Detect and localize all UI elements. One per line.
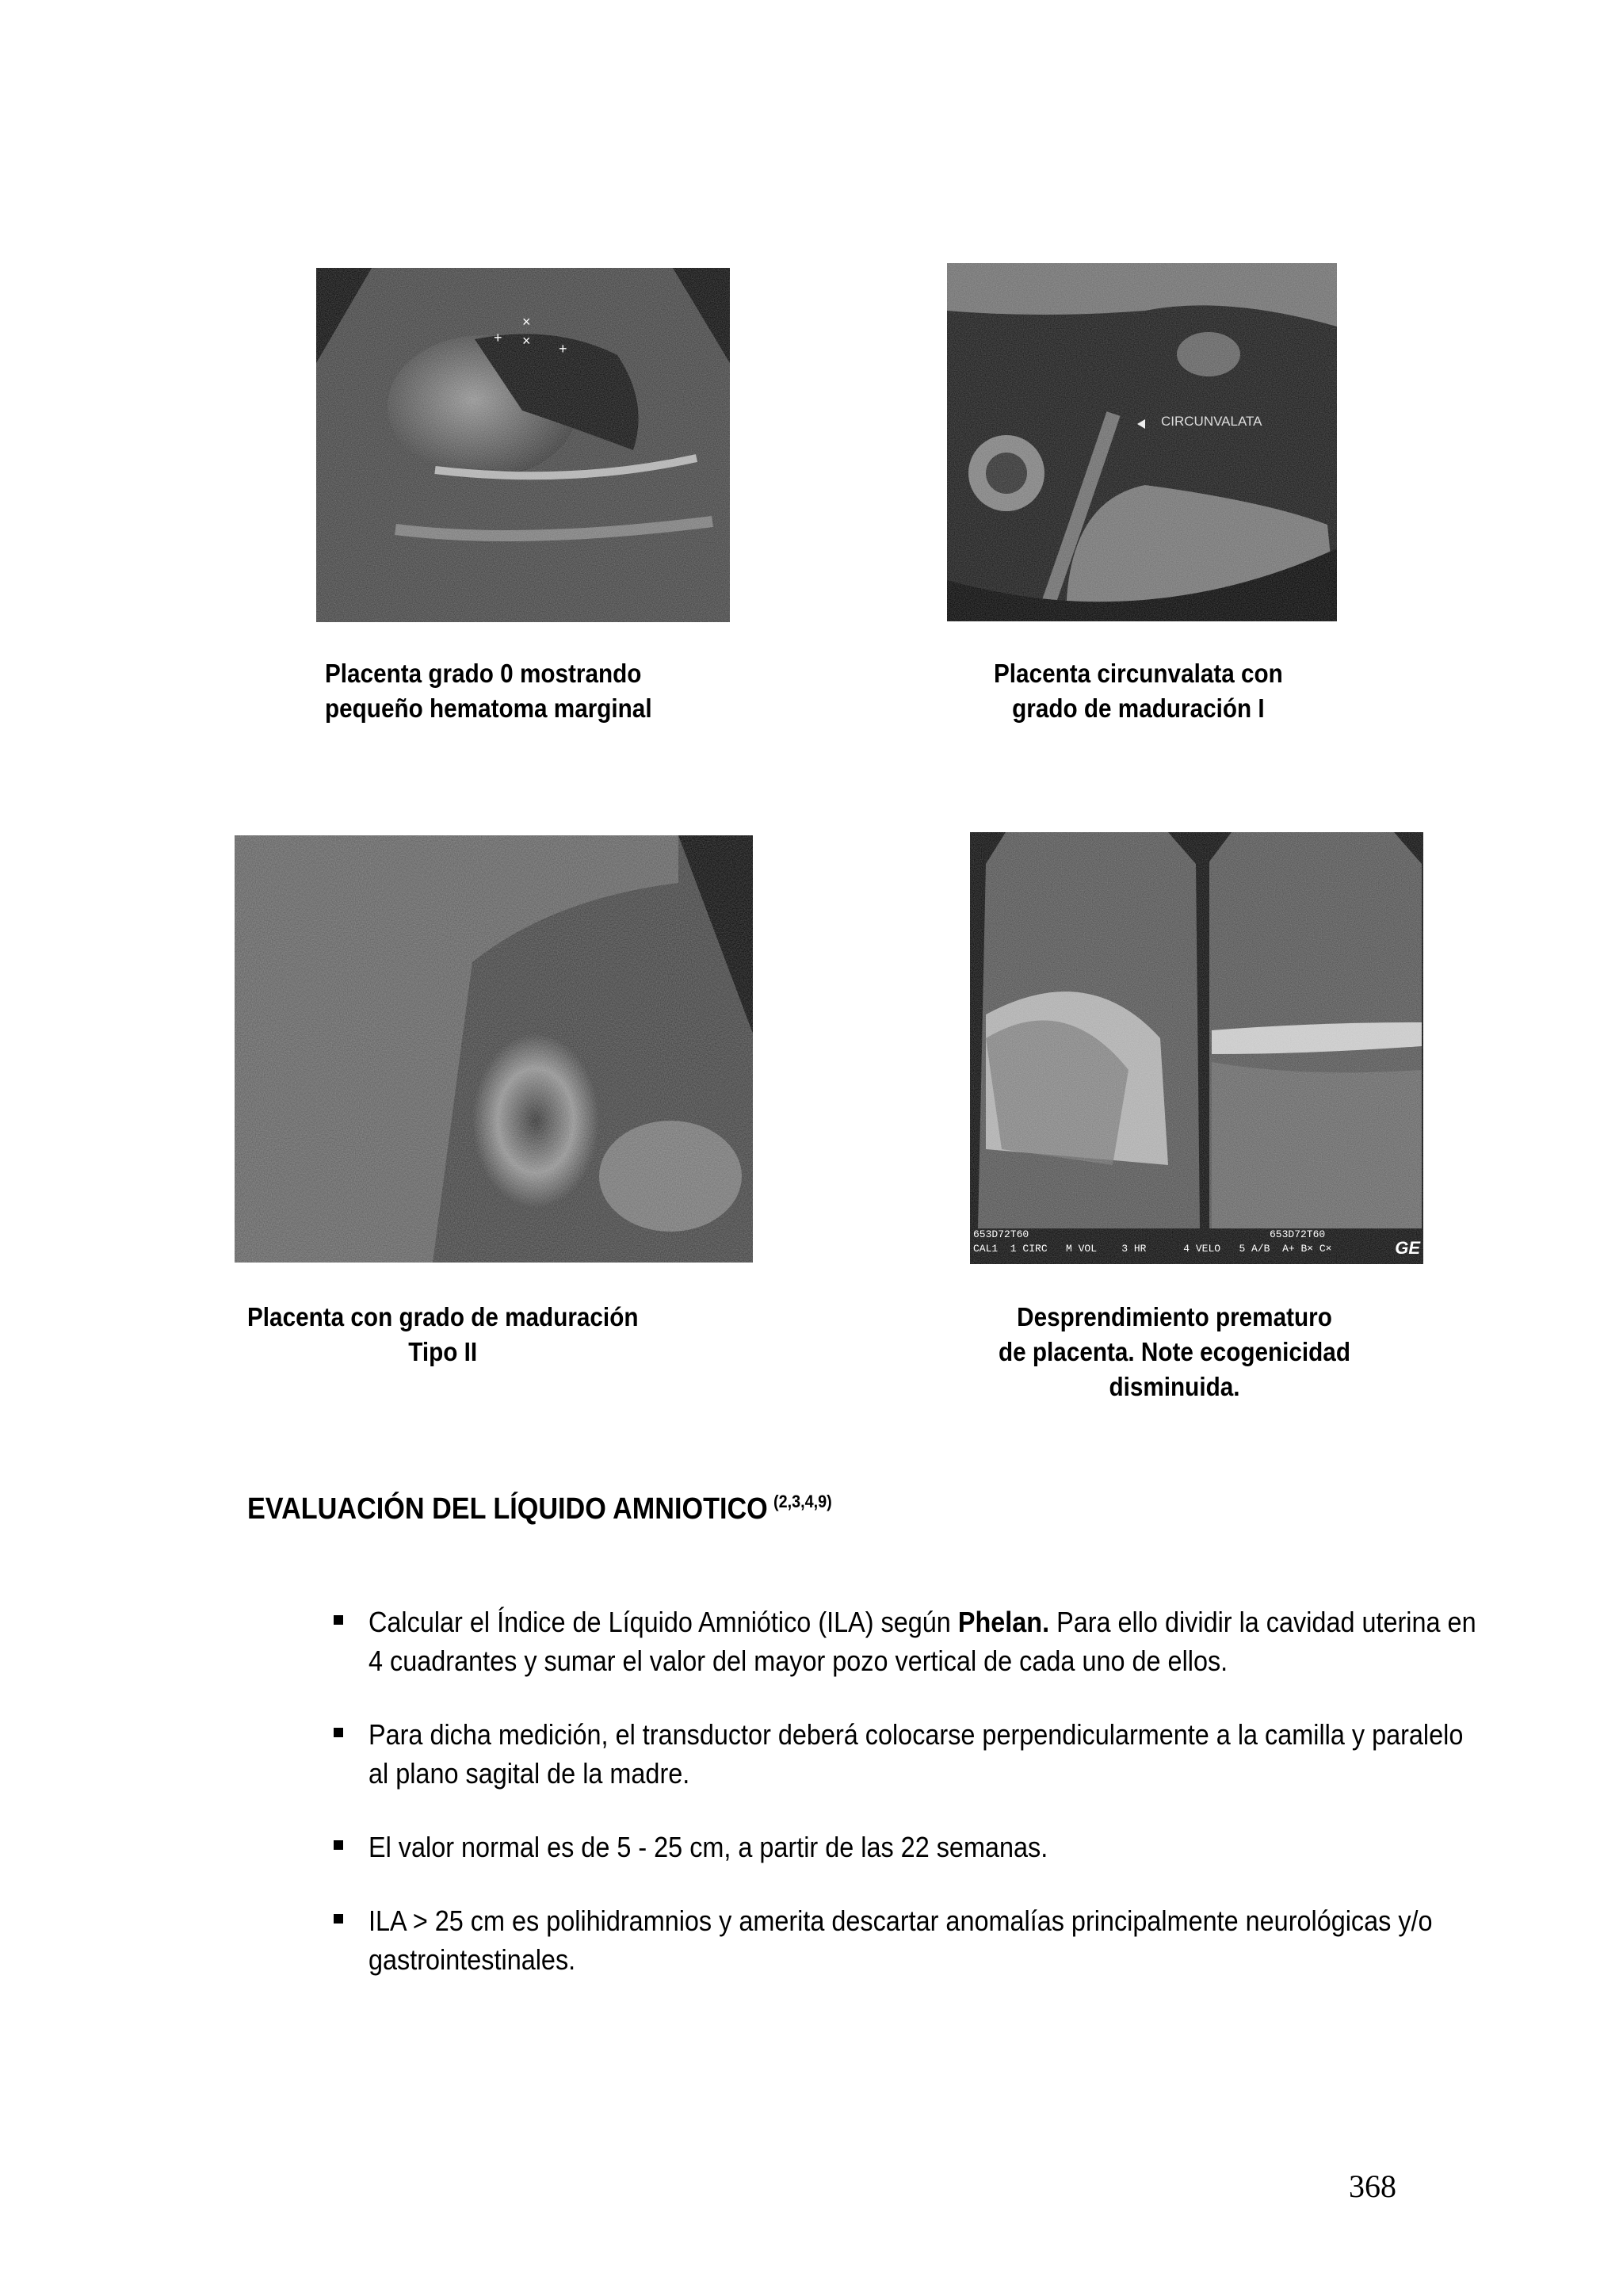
list-item-text: Para dicha medición, el transductor deberá colocarse perpendicularmente a la camilla y paralelo al plano sagital de la madre. — [369, 1718, 1464, 1790]
scanner-code-right: 653D72T60 — [1270, 1228, 1326, 1240]
ultrasound-image-placenta-grade-0 — [316, 268, 730, 622]
bullet-square-icon — [334, 1728, 343, 1737]
section-heading — [247, 1492, 832, 1526]
measurement-marker-x: × — [522, 314, 531, 330]
ultrasound-image-circumvallate-placenta — [947, 263, 1337, 621]
list-item-text: Calcular el Índice de Líquido Amniótico (ILA) según Phelan. Para ello dividir la cavidad uterina en 4 cuadrantes y sumar el valor del mayor pozo vertical de cada uno de ellos. — [369, 1606, 1476, 1677]
ultrasound-image-placenta-grade-2 — [235, 835, 753, 1263]
list-item — [329, 1901, 1478, 1979]
scanner-parameters: CAL1 1 CIRC M VOL 3 HR 4 VELO 5 A/B A+ B× C× — [973, 1243, 1332, 1255]
bullet-list — [329, 1603, 1478, 2014]
list-item-text: El valor normal es de 5 - 25 cm, a partir de las 22 semanas. — [369, 1831, 1048, 1863]
ultrasound-image-placental-abruption — [970, 832, 1423, 1264]
list-item — [329, 1603, 1478, 1680]
list-item-text: ILA > 25 cm es polihidramnios y amerita descartar anomalías principalmente neurológicas y/o gastrointestinales. — [369, 1904, 1433, 1976]
list-item — [329, 1715, 1478, 1793]
bullet-square-icon — [334, 1840, 343, 1850]
bullet-square-icon — [334, 1615, 343, 1625]
bullet-square-icon — [334, 1914, 343, 1924]
figure-caption-3: Placenta con grado de maduración Tipo II — [247, 1302, 639, 1366]
list-item — [329, 1828, 1478, 1866]
measurement-marker-plus: + — [559, 341, 567, 357]
measurement-marker-plus: + — [494, 330, 502, 346]
section-references: (2,3,4,9) — [773, 1492, 832, 1511]
measurement-marker-x: × — [522, 333, 531, 349]
scanner-logo: GE — [1395, 1238, 1420, 1258]
figure-caption-4: Desprendimiento prematuro de placenta. Note ecogenicidad disminuida. — [999, 1302, 1350, 1401]
section-heading-text: EVALUACIÓN DEL LÍQUIDO AMNIOTICO — [247, 1492, 768, 1526]
figure-caption-1: Placenta grado 0 mostrando pequeño hematoma marginal — [325, 659, 652, 723]
page-number: 368 — [1349, 2168, 1396, 2204]
circunvalata-label: CIRCUNVALATA — [1161, 414, 1262, 429]
figure-caption-2: Placenta circunvalata con grado de maduración I — [994, 659, 1283, 723]
scanner-code-left: 653D72T60 — [973, 1228, 1029, 1240]
